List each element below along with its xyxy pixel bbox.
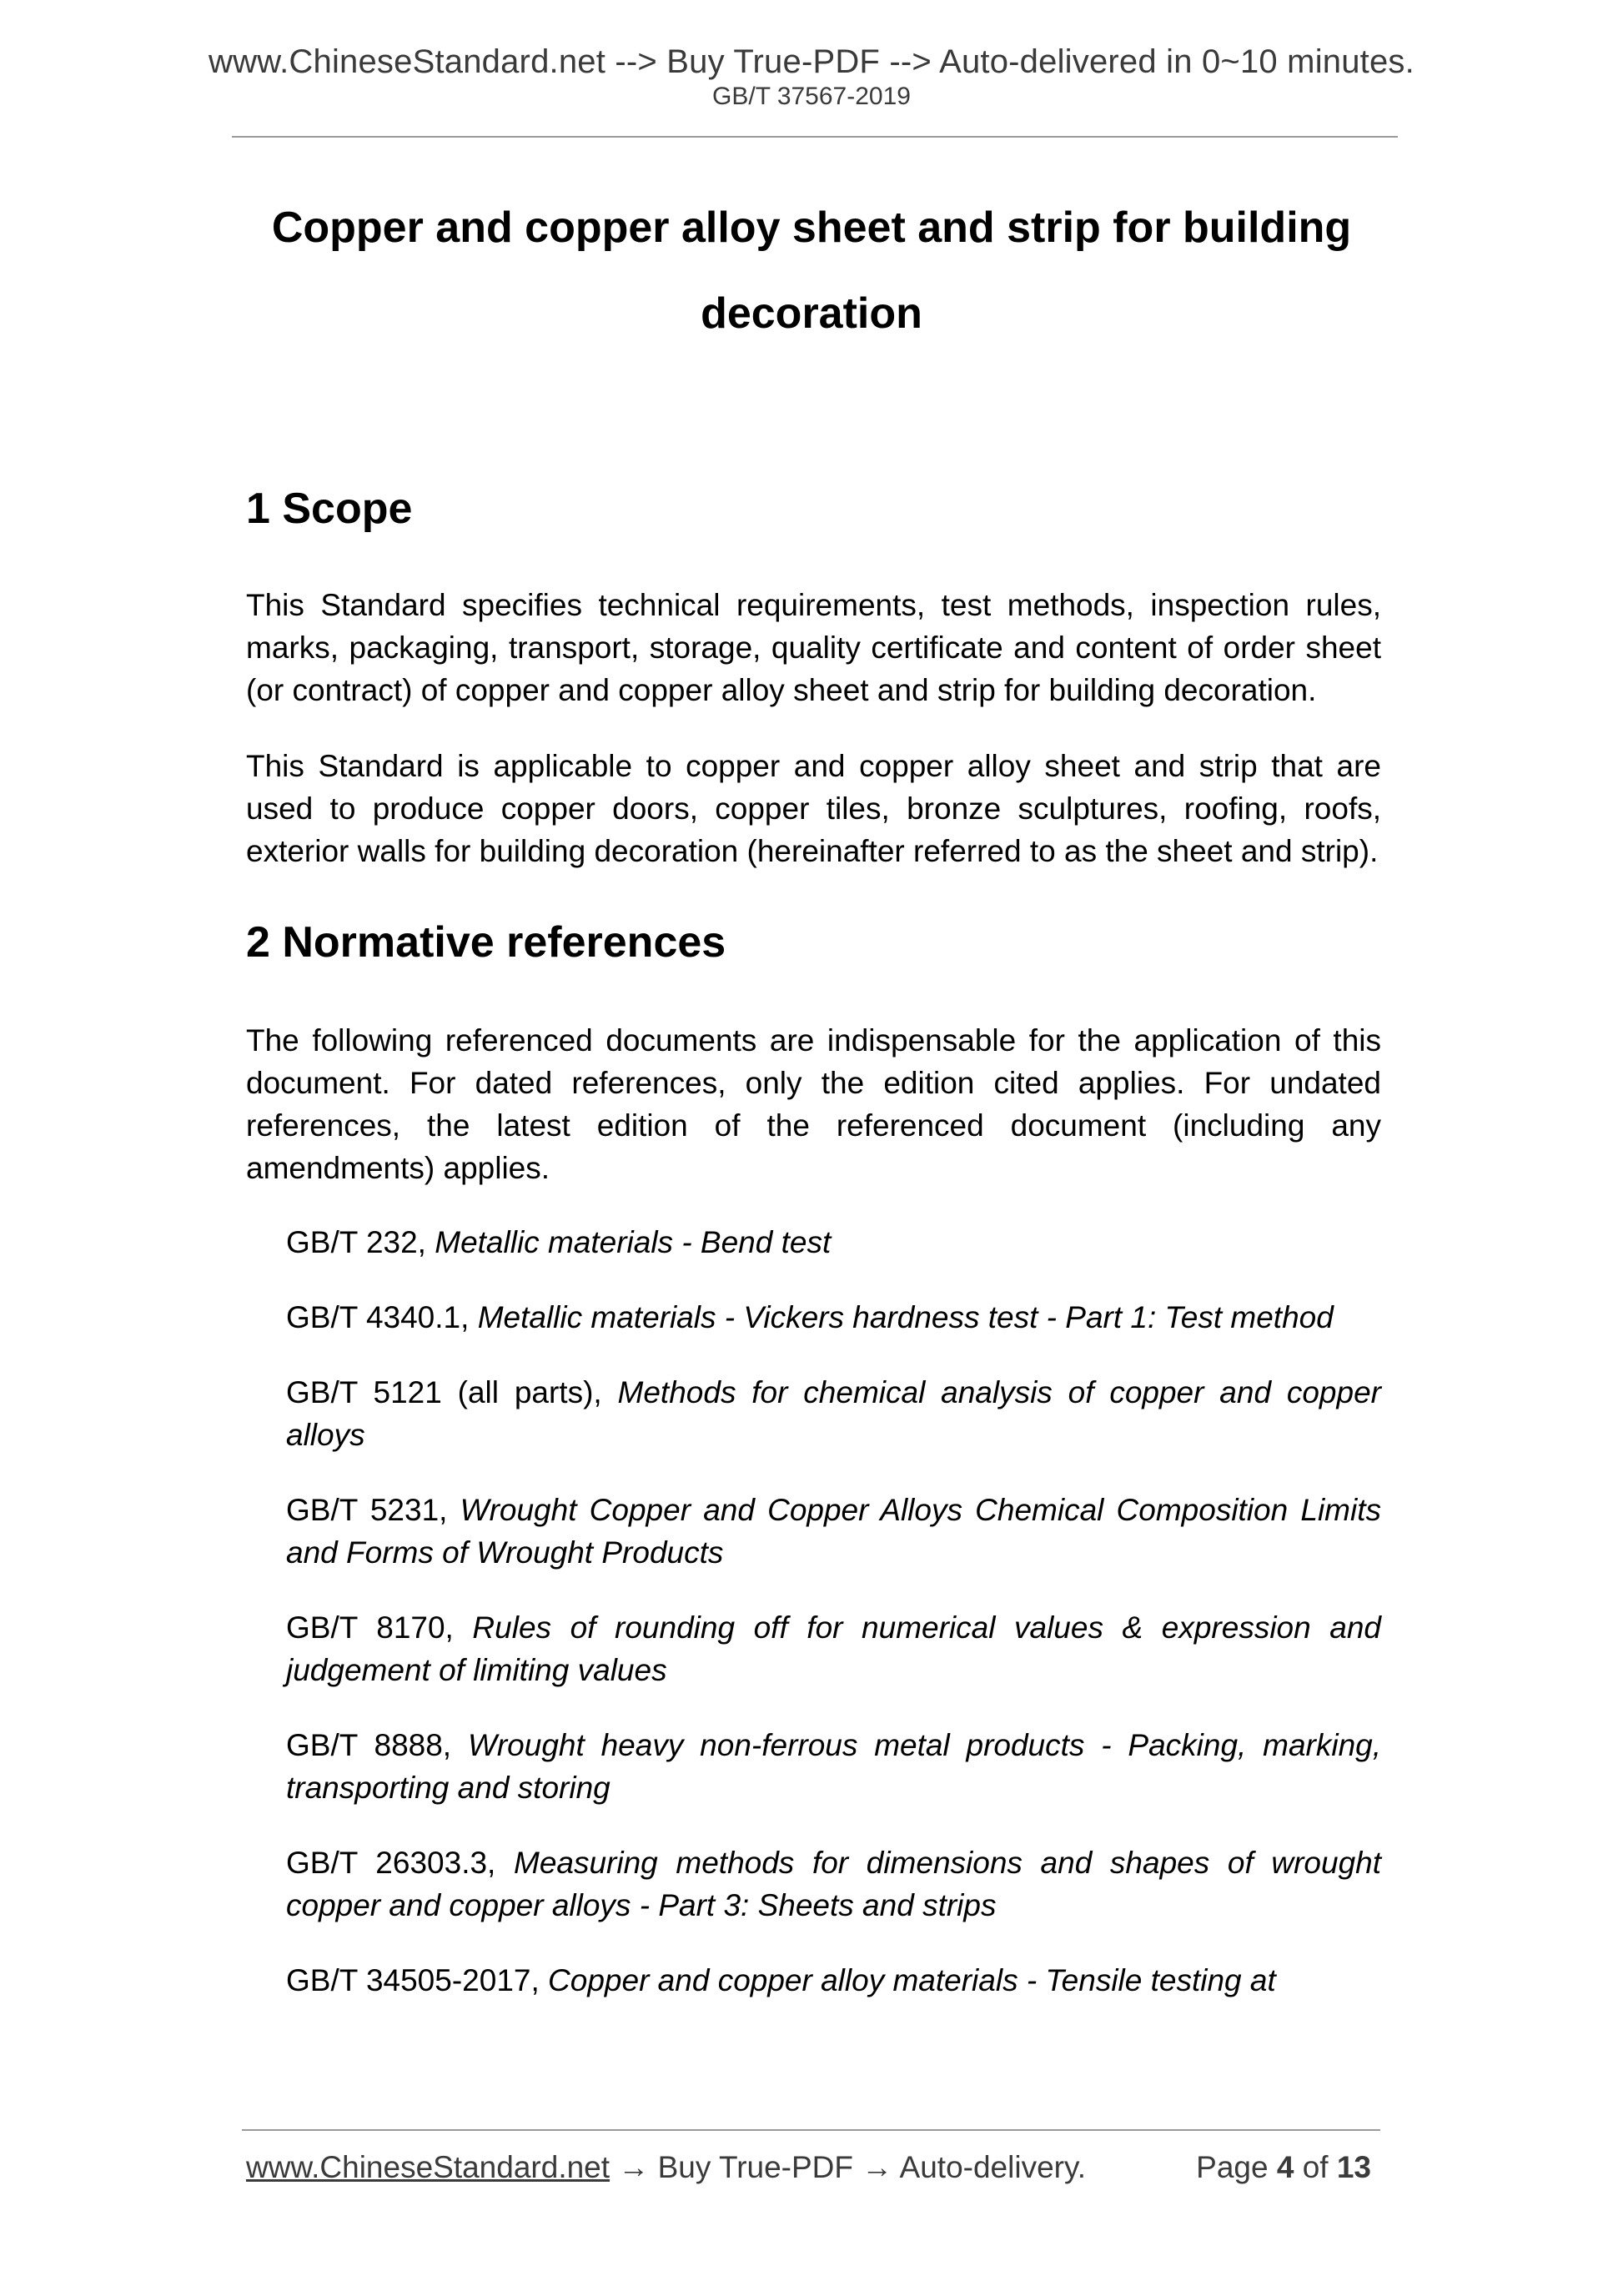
reference-title: Metallic materials - Bend test — [435, 1225, 832, 1259]
reference-item — [286, 1489, 1381, 1574]
document-code: GB/T 37567-2019 — [712, 83, 911, 110]
reference-item — [286, 1724, 1381, 1809]
reference-title: Wrought Copper and Copper Alloys Chemical Composition Limits and Forms of Wrought Products — [286, 1493, 1381, 1570]
page-label: Page — [1196, 2150, 1269, 2184]
page-footer — [246, 2150, 1381, 2192]
of-label: of — [1302, 2150, 1329, 2184]
arrow-icon: → — [862, 2150, 893, 2184]
arrow-icon: → — [618, 2150, 650, 2184]
reference-title: Copper and copper alloy materials - Tensile testing at — [548, 1963, 1276, 1997]
reference-title: Measuring methods for dimensions and shapes of wrought copper and copper alloys - Part 3: Sheets and strips — [286, 1846, 1382, 1922]
reference-item — [286, 1959, 1381, 1999]
reference-code: GB/T 5231, — [286, 1493, 448, 1527]
reference-code: GB/T 8170, — [286, 1610, 454, 1645]
scope-paragraph-1: This Standard specifies technical requirements, test methods, inspection rules, marks, packaging, transport, storage, quality certificate and content of order sheet (or contract) of copper and copper alloy sheet and strip for building decoration. — [246, 588, 1381, 707]
reference-code: GB/T 232, — [286, 1225, 426, 1259]
reference-title: Wrought heavy non-ferrous metal products - Packing, marking, transporting and storing — [286, 1728, 1382, 1805]
reference-code: GB/T 5121 (all parts), — [286, 1375, 602, 1409]
site-banner[interactable]: www.ChineseStandard.net --> Buy True-PDF --> Auto-delivered in 0~10 minutes. — [209, 43, 1414, 80]
section-1-heading: 1 Scope — [246, 485, 413, 533]
reference-item — [286, 1606, 1381, 1691]
reference-title: Methods for chemical analysis of copper and copper alloys — [286, 1375, 1381, 1452]
reference-list — [246, 1221, 1381, 1999]
reference-item — [286, 1841, 1381, 1927]
title-line-2: decoration — [701, 289, 922, 338]
reference-code: GB/T 26303.3, — [286, 1846, 496, 1880]
title-line-1: Copper and copper alloy sheet and strip for building — [271, 203, 1352, 252]
reference-code: GB/T 4340.1, — [286, 1300, 470, 1334]
reference-item — [286, 1371, 1381, 1456]
page-indicator — [1196, 2150, 1371, 2185]
reference-code: GB/T 34505-2017, — [286, 1963, 540, 1997]
footer-site-link[interactable]: www.ChineseStandard.net — [246, 2150, 611, 2184]
section-2-heading: 2 Normative references — [246, 918, 726, 967]
page-number: 4 — [1276, 2150, 1294, 2184]
document-body — [246, 475, 1381, 1999]
reference-item — [286, 1221, 1381, 1264]
footer-buy-text: Buy True-PDF — [657, 2150, 854, 2184]
footer-divider — [242, 2129, 1380, 2131]
reference-title: Rules of rounding off for numerical values & expression and judgement of limiting values — [286, 1610, 1382, 1687]
reference-title: Metallic materials - Vickers hardness test - Part 1: Test method — [477, 1300, 1334, 1334]
normative-intro: The following referenced documents are indispensable for the application of this document. For dated references, only the edition cited applies. For undated references, the latest edition of the referenced document (including any amendments) applies. — [246, 1023, 1381, 1185]
reference-item — [286, 1296, 1381, 1339]
scope-paragraph-2: This Standard is applicable to copper and copper alloy sheet and strip that are used to produce copper doors, copper tiles, bronze sculptures, roofing, roofs, exterior walls for building decoration (hereinafter referred to as the sheet and strip). — [246, 749, 1381, 868]
reference-code: GB/T 8888, — [286, 1728, 452, 1762]
page-total: 13 — [1336, 2150, 1371, 2184]
header-divider — [232, 136, 1398, 138]
footer-delivery-text: Auto-delivery. — [899, 2150, 1087, 2184]
document-title — [242, 185, 1381, 357]
